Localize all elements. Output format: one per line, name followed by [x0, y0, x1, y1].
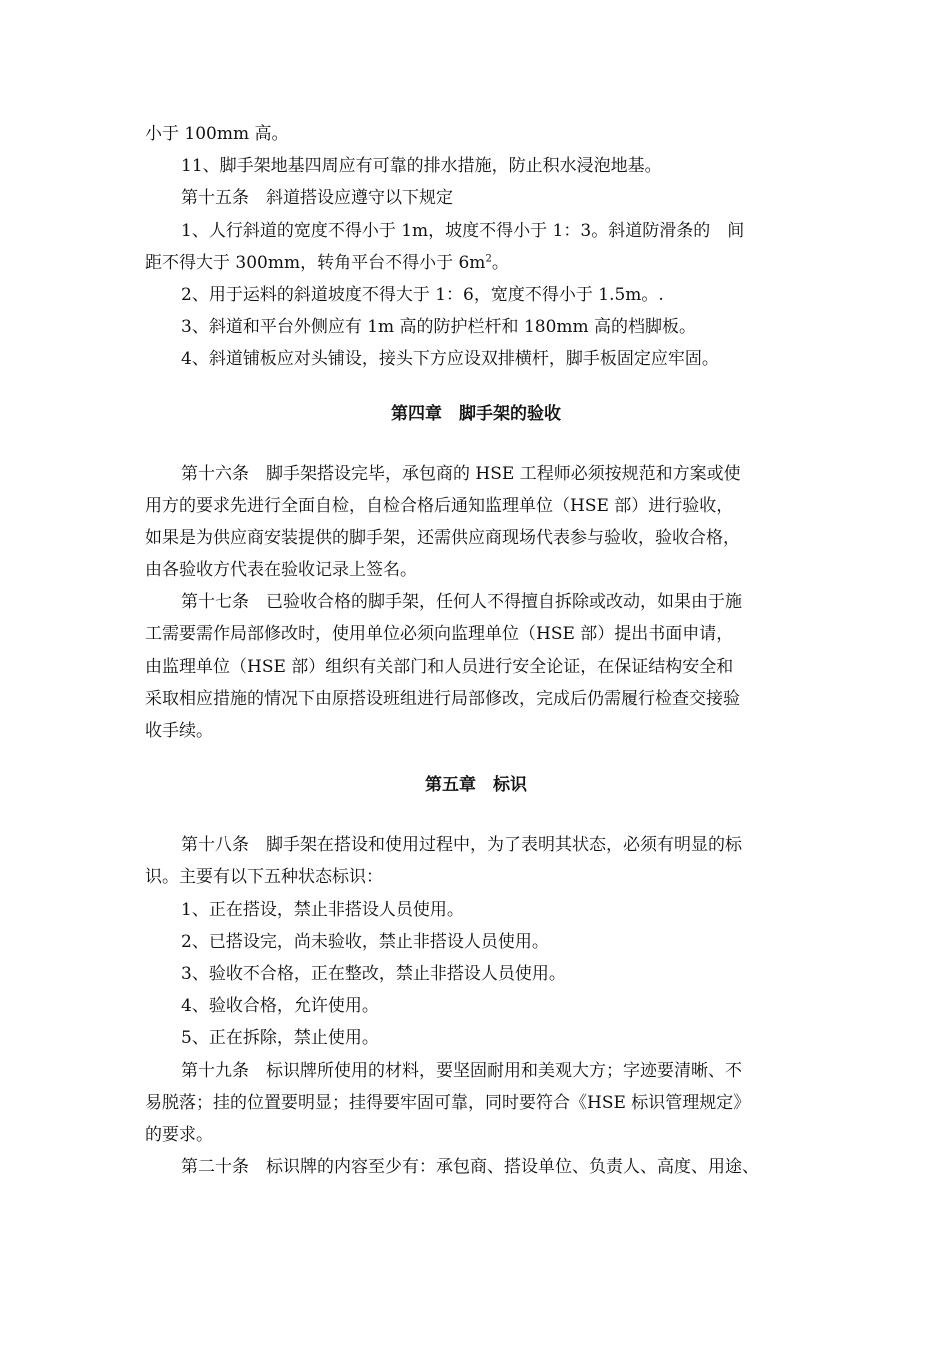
text-line: 由监理单位（HSE 部）组织有关部门和人员进行安全论证，在保证结构安全和 [145, 656, 734, 677]
text-span: 。 [491, 252, 509, 273]
text-line: 收手续。 [145, 721, 213, 741]
superscript: 2 [485, 253, 492, 265]
text-line: 的要求。 [145, 1124, 213, 1145]
text-line: 工需要需作局部修改时，使用单位必须向监理单位（HSE 部）提出书面申请， [145, 624, 734, 645]
text-line: 1、人行斜道的宽度不得小于 1m，坡度不得小于 1：3。斜道防滑条的 间 [181, 220, 745, 241]
article-16-line: 第十六条 脚手架搭设完毕，承包商的 HSE 工程师必须按规范和方案或使 [181, 463, 741, 484]
text-line: 由各验收方代表在验收记录上签名。 [145, 560, 417, 581]
list-item: 1、正在搭设，禁止非搭设人员使用。 [181, 899, 464, 920]
article-20-line: 第二十条 标识牌的内容至少有：承包商、搭设单位、负责人、高度、用途、 [181, 1157, 759, 1178]
chapter-4-heading: 第四章 脚手架的验收 [391, 403, 561, 424]
text-line: 用方的要求先进行全面自检，自检合格后通知监理单位（HSE 部）进行验收， [145, 495, 734, 516]
article-18-line: 第十八条 脚手架在搭设和使用过程中，为了表明其状态，必须有明显的标 [181, 835, 742, 856]
list-item: 2、已搭设完，尚未验收，禁止非搭设人员使用。 [181, 931, 549, 952]
text-line: 识。主要有以下五种状态标识： [145, 867, 383, 888]
list-item: 3、验收不合格，正在整改，禁止非搭设人员使用。 [181, 963, 566, 984]
text-line: 小于 100mm 高。 [145, 124, 289, 144]
text-line: 2、用于运料的斜道坡度不得大于 1：6，宽度不得小于 1.5m。. [181, 284, 664, 305]
text-line: 易脱落；挂的位置要明显；挂得要牢固可靠，同时要符合《HSE 标识管理规定》 [145, 1092, 751, 1113]
text-line: 如果是为供应商安装提供的脚手架，还需供应商现场代表参与验收，验收合格， [145, 527, 740, 548]
text-line: 11、脚手架地基四周应有可靠的排水措施，防止积水浸泡地基。 [181, 156, 662, 177]
document-body [145, 118, 807, 1183]
article-19-line: 第十九条 标识牌所使用的材料，要坚固耐用和美观大方；字迹要清晰、不 [181, 1060, 742, 1081]
text-line [145, 247, 807, 279]
chapter-5-heading: 第五章 标识 [425, 775, 527, 796]
list-item: 5、正在拆除，禁止使用。 [181, 1028, 379, 1049]
article-15-title: 第十五条 斜道搭设应遵守以下规定 [181, 188, 453, 209]
text-line: 采取相应措施的情况下由原搭设班组进行局部修改，完成后仍需履行检查交接验 [145, 688, 740, 709]
text-line: 4、斜道铺板应对头铺设，接头下方应设双排横杆，脚手板固定应牢固。 [181, 349, 719, 370]
text-span: 距不得大于 300mm，转角平台不得小于 6m [145, 252, 486, 273]
article-17-line: 第十七条 已验收合格的脚手架，任何人不得擅自拆除或改动，如果由于施 [181, 592, 742, 613]
list-item: 4、验收合格，允许使用。 [181, 996, 379, 1017]
text-line: 3、斜道和平台外侧应有 1m 高的防护栏杆和 180mm 高的档脚板。 [181, 317, 697, 338]
